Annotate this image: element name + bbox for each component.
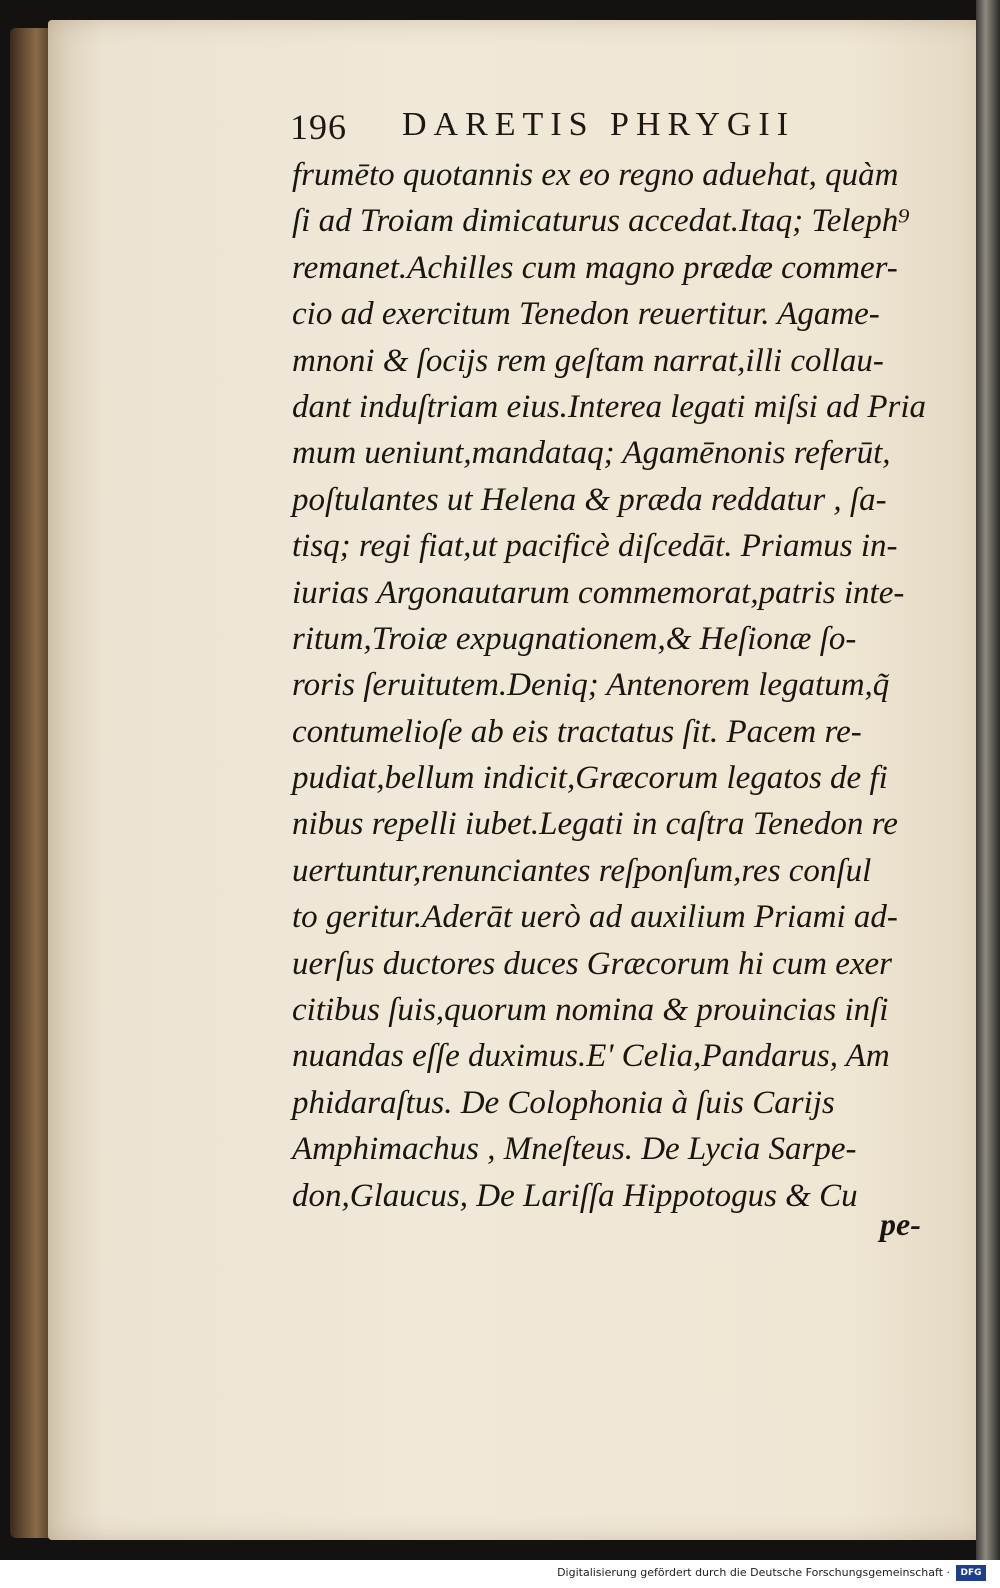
text-line: Amphimachus , Mneſteus. De Lycia Sarpe-: [292, 1131, 857, 1168]
text-line: pudiat,bellum indicit,Græcorum legatos de fi: [292, 760, 888, 797]
text-line: iurias Argonautarum commemorat,patris inte-: [292, 574, 905, 611]
text-line: contumelioſe ab eis tractatus ſit. Pacem re-: [292, 713, 862, 750]
text-line: ſi ad Troiam dimicaturus accedat.Itaq; Teleph⁹: [292, 203, 910, 240]
text-line: ritum,Troiæ expugnationem,& Heſionæ ſo-: [292, 620, 857, 657]
body-text: [292, 152, 952, 1219]
running-title: DARETIS PHRYGII: [402, 106, 796, 143]
text-line: mnoni & ſocijs rem geſtam narrat,illi collau-: [292, 342, 884, 379]
text-line: nibus repelli iubet.Legati in caſtra Tenedon re: [292, 806, 898, 843]
text-line: uerſus ductores duces Græcorum hi cum exer: [292, 945, 892, 982]
text-line: frumēto quotannis ex eo regno aduehat, quàm: [292, 157, 899, 193]
page-header: [290, 102, 910, 148]
text-line: citibus ſuis,quorum nomina & prouincias inſi: [292, 992, 889, 1029]
text-line: uertuntur,renunciantes reſponſum,res conſul: [292, 852, 872, 889]
digitization-footer: [0, 1560, 1000, 1588]
text-line: roris ſeruitutem.Deniq; Antenorem legatum,q̃: [292, 667, 890, 704]
text-line: don,Glaucus, De Lariſſa Hippotogus & Cu: [292, 1177, 858, 1214]
text-line: tisq; regi fiat,ut pacificè diſcedāt. Priamus in-: [292, 528, 898, 565]
text-line: to geritur.Aderāt uerò ad auxilium Priami ad-: [292, 899, 898, 936]
text-line: dant induſtriam eius.Interea legati miſsi ad Pria: [292, 388, 926, 425]
text-line: mum ueniunt,mandataq; Agamēnonis referūt,: [292, 435, 891, 472]
text-line: phidaraſtus. De Colophonia à ſuis Carijs: [292, 1084, 835, 1121]
page-right-edge: [976, 0, 1000, 1560]
funding-credit: Digitalisierung gefördert durch die Deutsche Forschungsgemeinschaft ·: [557, 1566, 950, 1579]
page-number: 196: [290, 107, 347, 147]
dfg-logo: DFG: [956, 1565, 986, 1581]
text-line: nuandas eſſe duximus.E' Celia,Pandarus, Am: [292, 1038, 890, 1075]
text-line: remanet.Achilles cum magno prædæ commer-: [292, 249, 898, 286]
text-line: cio ad exercitum Tenedon reuertitur. Agame-: [292, 296, 880, 333]
catchword: pe-: [880, 1206, 921, 1242]
text-line: poſtulantes ut Helena & præda reddatur , ſa-: [292, 481, 887, 518]
